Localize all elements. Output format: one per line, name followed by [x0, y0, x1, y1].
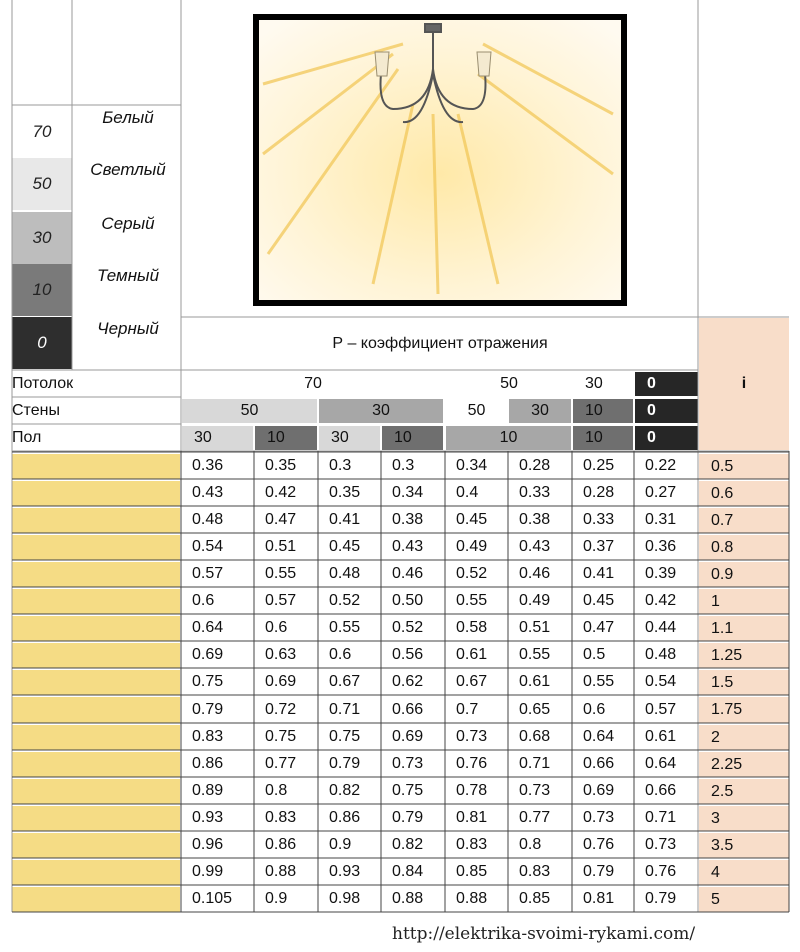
utilization-value: 0.51 — [519, 619, 551, 636]
utilization-value: 0.41 — [329, 511, 361, 528]
utilization-value: 0.79 — [392, 809, 424, 826]
walls-value: 50 — [182, 399, 317, 423]
utilization-value: 0.33 — [519, 484, 551, 501]
legend-name: Темный — [96, 266, 160, 285]
utilization-value: 0.79 — [192, 700, 224, 718]
utilization-value: 0.52 — [392, 619, 424, 636]
row-label-cell — [12, 589, 180, 614]
utilization-value: 0.3 — [392, 457, 415, 474]
utilization-value: 0.79 — [645, 890, 677, 907]
utilization-value: 0.77 — [519, 809, 551, 826]
utilization-value: 0.81 — [456, 809, 488, 826]
utilization-value: 0.28 — [519, 457, 551, 474]
row-label-cell — [12, 697, 180, 723]
utilization-value: 0.55 — [329, 619, 361, 636]
utilization-value: 0.86 — [329, 809, 361, 826]
utilization-value: 0.86 — [265, 836, 297, 853]
utilization-value: 0.37 — [583, 538, 615, 555]
legend-name: Светлый — [90, 160, 166, 179]
row-label-cell — [12, 806, 180, 831]
utilization-value: 0.77 — [265, 755, 297, 772]
walls-value: 0 — [635, 399, 698, 423]
row-label-cell — [12, 752, 180, 777]
utilization-value: 0.73 — [456, 728, 488, 745]
reflection-caption: Р – коэффициент отражения — [332, 335, 548, 352]
utilization-value: 0.71 — [329, 700, 361, 718]
room-index-value: 1.75 — [699, 697, 789, 723]
ceiling-value: 50 — [500, 375, 518, 392]
ceiling-value: 70 — [304, 375, 322, 392]
utilization-value: 0.66 — [583, 755, 615, 772]
walls-value: 30 — [509, 399, 571, 423]
legend-value: 30 — [32, 228, 52, 247]
utilization-value: 0.35 — [265, 457, 297, 474]
utilization-value: 0.98 — [329, 890, 361, 907]
utilization-value: 0.48 — [329, 565, 361, 582]
utilization-value: 0.46 — [392, 565, 424, 582]
utilization-value: 0.44 — [645, 619, 677, 636]
utilization-value: 0.85 — [456, 863, 488, 880]
utilization-value: 0.22 — [645, 457, 677, 474]
utilization-value: 0.63 — [265, 646, 297, 663]
utilization-value: 0.6 — [192, 592, 215, 609]
utilization-value: 0.73 — [645, 836, 677, 853]
utilization-value: 0.66 — [392, 700, 424, 718]
utilization-value: 0.82 — [329, 782, 361, 799]
floor-value: 10 — [255, 426, 317, 450]
room-index-value: 2.25 — [699, 752, 789, 777]
row-label-cell — [12, 481, 180, 506]
utilization-value: 0.46 — [519, 565, 551, 582]
legend-name: Серый — [101, 214, 155, 233]
utilization-value: 0.45 — [329, 538, 361, 555]
room-index-value: 1 — [699, 589, 789, 614]
utilization-value: 0.54 — [192, 538, 224, 555]
utilization-value: 0.9 — [329, 836, 352, 853]
utilization-value: 0.81 — [583, 890, 615, 907]
utilization-value: 0.57 — [192, 565, 224, 582]
utilization-value: 0.36 — [192, 457, 224, 474]
utilization-value: 0.75 — [392, 782, 424, 799]
row-label-cell — [12, 860, 180, 885]
row-label-cell — [12, 643, 180, 668]
room-index-value: 2.5 — [699, 779, 789, 804]
utilization-value: 0.34 — [456, 457, 488, 474]
utilization-value: 0.42 — [265, 484, 297, 501]
light-rays-icon — [253, 14, 627, 306]
utilization-value: 0.73 — [519, 782, 551, 799]
legend-value: 0 — [37, 333, 47, 352]
utilization-value: 0.38 — [392, 511, 424, 528]
room-index-value: 1.1 — [699, 616, 789, 641]
utilization-value: 0.75 — [265, 728, 297, 745]
utilization-value: 0.72 — [265, 700, 297, 718]
utilization-value: 0.85 — [519, 890, 551, 907]
utilization-value: 0.35 — [329, 484, 361, 501]
utilization-value: 0.54 — [645, 673, 677, 690]
utilization-value: 0.6 — [329, 646, 352, 663]
utilization-value: 0.28 — [583, 484, 615, 501]
utilization-value: 0.45 — [583, 592, 615, 609]
utilization-value: 0.89 — [192, 782, 224, 799]
floor-value: 30 — [182, 426, 253, 450]
utilization-value: 0.79 — [583, 863, 615, 880]
ceiling-value: 0 — [635, 372, 698, 396]
utilization-value: 0.48 — [192, 511, 224, 528]
utilization-value: 0.55 — [519, 646, 551, 663]
floor-value: 10 — [446, 426, 571, 450]
walls-value: 10 — [573, 399, 633, 423]
utilization-value: 0.88 — [265, 863, 297, 880]
utilization-value: 0.7 — [456, 700, 479, 718]
utilization-value: 0.39 — [645, 565, 677, 582]
utilization-value: 0.76 — [583, 836, 615, 853]
utilization-value: 0.76 — [456, 755, 488, 772]
utilization-value: 0.99 — [192, 863, 224, 880]
row-label-cell — [12, 833, 180, 858]
utilization-value: 0.47 — [583, 619, 615, 636]
utilization-value: 0.8 — [265, 782, 288, 799]
utilization-value: 0.96 — [192, 836, 224, 853]
utilization-value: 0.69 — [265, 673, 297, 690]
utilization-value: 0.31 — [645, 511, 677, 528]
row-label-cell — [12, 779, 180, 804]
utilization-value: 0.62 — [392, 673, 424, 690]
walls-value: 30 — [319, 399, 443, 423]
utilization-value: 0.52 — [456, 565, 488, 582]
room-index-value: 5 — [699, 887, 789, 912]
utilization-value: 0.57 — [645, 700, 677, 718]
utilization-value: 0.49 — [456, 538, 488, 555]
utilization-value: 0.50 — [392, 592, 424, 609]
row-label-cell — [12, 454, 180, 479]
utilization-value: 0.65 — [519, 700, 551, 718]
utilization-value: 0.64 — [583, 728, 615, 745]
utilization-value: 0.88 — [392, 890, 424, 907]
utilization-value: 0.49 — [519, 592, 551, 609]
utilization-value: 0.3 — [329, 457, 352, 474]
utilization-value: 0.56 — [392, 646, 424, 663]
utilization-value: 0.83 — [265, 809, 297, 826]
utilization-value: 0.68 — [519, 728, 551, 745]
utilization-value: 0.42 — [645, 592, 677, 609]
utilization-value: 0.64 — [192, 619, 224, 636]
utilization-value: 0.86 — [192, 755, 224, 772]
utilization-value: 0.71 — [519, 755, 551, 772]
utilization-value: 0.61 — [519, 673, 551, 690]
utilization-value: 0.57 — [265, 592, 297, 609]
utilization-value: 0.43 — [519, 538, 551, 555]
utilization-value: 0.55 — [456, 592, 488, 609]
utilization-value: 0.25 — [583, 457, 615, 474]
row-label-cell — [12, 616, 180, 641]
index-header: i — [741, 375, 747, 392]
utilization-value: 0.43 — [392, 538, 424, 555]
ceiling-label: Потолок — [12, 375, 74, 392]
utilization-value: 0.79 — [329, 755, 361, 772]
utilization-value: 0.83 — [456, 836, 488, 853]
utilization-value: 0.105 — [192, 890, 233, 907]
row-label-cell — [12, 887, 180, 912]
utilization-value: 0.76 — [645, 863, 677, 880]
chandelier-illustration — [253, 14, 627, 306]
utilization-value: 0.64 — [645, 755, 677, 772]
utilization-value: 0.78 — [456, 782, 488, 799]
utilization-value: 0.93 — [192, 809, 224, 826]
utilization-value: 0.93 — [329, 863, 361, 880]
utilization-value: 0.83 — [519, 863, 551, 880]
floor-value: 10 — [573, 426, 633, 450]
utilization-value: 0.66 — [645, 782, 677, 799]
utilization-value: 0.69 — [192, 646, 224, 663]
room-index-value: 0.8 — [699, 535, 789, 560]
utilization-value: 0.43 — [192, 484, 224, 501]
room-index-value: 1.25 — [699, 643, 789, 668]
utilization-value: 0.71 — [645, 809, 677, 826]
room-index-value: 2 — [699, 725, 789, 750]
legend-value: 50 — [32, 174, 52, 193]
utilization-value: 0.27 — [645, 484, 677, 501]
utilization-value: 0.36 — [645, 538, 677, 555]
room-index-value: 3.5 — [699, 833, 789, 858]
utilization-value: 0.82 — [392, 836, 424, 853]
utilization-value: 0.9 — [265, 890, 288, 907]
walls-label: Стены — [12, 402, 60, 419]
room-index-value: 4 — [699, 860, 789, 885]
utilization-value: 0.69 — [392, 728, 424, 745]
utilization-value: 0.48 — [645, 646, 677, 663]
utilization-value: 0.73 — [583, 809, 615, 826]
room-index-value: 0.6 — [699, 481, 789, 506]
room-index-value: 3 — [699, 806, 789, 831]
utilization-value: 0.55 — [265, 565, 297, 582]
utilization-value: 0.58 — [456, 619, 488, 636]
row-label-cell — [12, 508, 180, 533]
utilization-value: 0.38 — [519, 511, 551, 528]
floor-value: 10 — [382, 426, 443, 450]
row-label-cell — [12, 725, 180, 750]
utilization-value: 0.67 — [329, 673, 361, 690]
utilization-value: 0.88 — [456, 890, 488, 907]
legend-value: 10 — [32, 280, 52, 299]
room-index-value: 1.5 — [699, 670, 789, 695]
utilization-value: 0.41 — [583, 565, 615, 582]
utilization-value: 0.73 — [392, 755, 424, 772]
floor-value: 30 — [319, 426, 380, 450]
utilization-value: 0.69 — [583, 782, 615, 799]
walls-value: 50 — [467, 402, 486, 419]
legend-value: 70 — [32, 122, 52, 141]
utilization-value: 0.8 — [519, 836, 542, 853]
utilization-value: 0.51 — [265, 538, 297, 555]
utilization-value: 0.75 — [329, 728, 361, 745]
utilization-value: 0.5 — [583, 646, 606, 663]
floor-label: Пол — [12, 429, 42, 446]
utilization-value: 0.4 — [456, 484, 479, 501]
utilization-value: 0.84 — [392, 863, 424, 880]
ceiling-value: 30 — [585, 375, 603, 392]
room-index-value: 0.5 — [699, 454, 789, 479]
floor-value: 0 — [635, 426, 698, 450]
legend-name: Белый — [102, 108, 154, 127]
utilization-value: 0.75 — [192, 673, 224, 690]
room-index-value: 0.7 — [699, 508, 789, 533]
row-label-cell — [12, 535, 180, 560]
room-index-value: 0.9 — [699, 562, 789, 587]
utilization-value: 0.6 — [583, 700, 606, 718]
utilization-value: 0.55 — [583, 673, 615, 690]
utilization-value: 0.83 — [192, 728, 224, 745]
utilization-value: 0.47 — [265, 511, 297, 528]
utilization-value: 0.6 — [265, 619, 288, 636]
row-label-cell — [12, 562, 180, 587]
utilization-value: 0.34 — [392, 484, 424, 501]
utilization-value: 0.67 — [456, 673, 488, 690]
legend-name: Черный — [97, 319, 159, 338]
source-url: http://elektrika-svoimi-rykami.com/ — [392, 924, 696, 944]
utilization-value: 0.45 — [456, 511, 488, 528]
utilization-value: 0.52 — [329, 592, 361, 609]
utilization-value: 0.33 — [583, 511, 615, 528]
utilization-value: 0.61 — [456, 646, 488, 663]
utilization-value: 0.61 — [645, 728, 677, 745]
row-label-cell — [12, 670, 180, 695]
